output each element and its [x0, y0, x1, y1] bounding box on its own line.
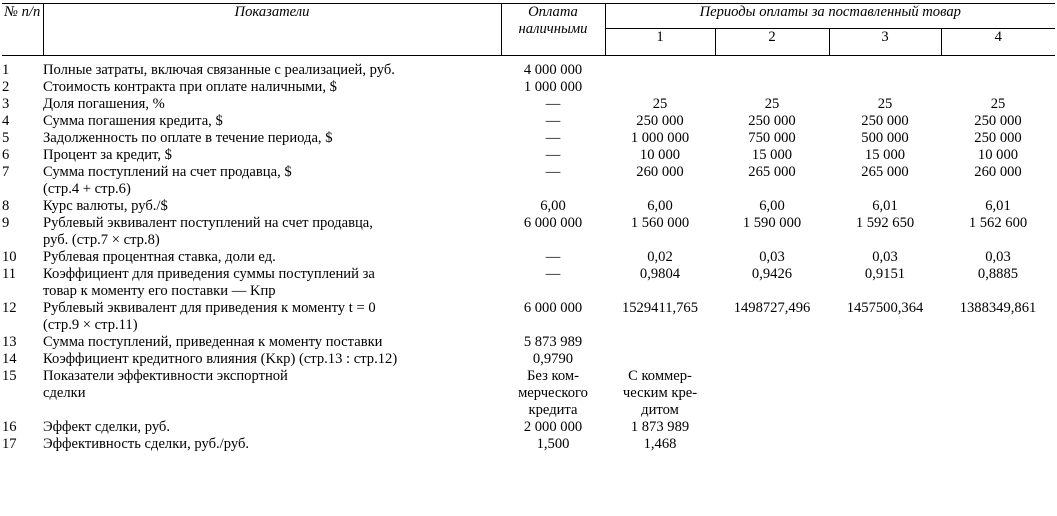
empty-cell — [715, 368, 829, 419]
row-period-1-value: 6,00 — [647, 198, 673, 214]
table-row — [2, 300, 1055, 334]
row-indicator — [43, 96, 501, 113]
table-body — [2, 56, 1055, 454]
row-cash-value: 4 000 000 — [523, 62, 583, 78]
row-indicator-line: руб. (стр.7 × стр.8) — [43, 232, 160, 248]
header-period-3: 3 — [829, 29, 941, 56]
row-number: 8 — [2, 198, 10, 214]
row-indicator-line: Задолженность по оплате в течение периода, $ — [43, 130, 333, 146]
row-indicator: Эффективность сделки, руб./руб. — [43, 436, 250, 452]
row-indicator-line: Стоимость контракта при оплате наличными, $ — [43, 79, 337, 95]
row-indicator-line: Доля погашения, % — [43, 96, 165, 112]
row-indicator-line: Рублевый эквивалент для приведения к моменту t = 0 — [43, 300, 376, 316]
header-indicator: Показатели — [43, 4, 501, 56]
table-row — [2, 198, 1055, 215]
header-cash: Оплата наличными — [501, 4, 605, 56]
row-cash-value: — — [545, 113, 561, 129]
row-number: 15 — [2, 368, 17, 384]
row-period-4-value — [941, 56, 1055, 80]
row-indicator — [43, 79, 501, 96]
row-period-3-value: 0,9151 — [864, 266, 906, 282]
row-period-4-value: 1388349,861 — [959, 300, 1037, 316]
row-without-credit-value: 2 000 000 — [523, 419, 583, 435]
row-indicator — [43, 147, 501, 164]
row-period-1-value: 1529411,765 — [621, 300, 699, 316]
row-period-3-value — [829, 79, 941, 96]
row-indicator-line: Сумма поступлений на счет продавца, $ — [43, 164, 292, 180]
row-indicator — [43, 130, 501, 147]
row-without-credit-value: 1,500 — [536, 436, 570, 452]
row-cash-value: — — [545, 96, 561, 112]
row-cash-value: 5 873 989 — [523, 334, 583, 350]
row-cash-value: — — [545, 130, 561, 146]
row-period-2-value: 1 590 000 — [742, 215, 802, 231]
header-period-1: 1 — [605, 29, 715, 56]
row-cash-value: — — [545, 249, 561, 265]
row-period-2-value: 25 — [764, 96, 780, 112]
row-cash-value: 0,9790 — [532, 351, 574, 367]
row-number: 12 — [2, 300, 17, 316]
row-period-1-value: 25 — [652, 96, 668, 112]
row-period-3-value: 265 000 — [861, 164, 909, 180]
empty-cell — [829, 436, 941, 453]
row-number: 11 — [2, 266, 17, 282]
row-period-4-value: 0,8885 — [977, 266, 1019, 282]
row-indicator-line: Курс валюты, руб./$ — [43, 198, 168, 214]
header-periods-title: Периоды оплаты за поставленный товар — [605, 4, 1055, 29]
empty-cell — [941, 436, 1055, 453]
row-period-4-value: 250 000 — [974, 113, 1022, 129]
efficiency-col-with-credit-line: ческим кре- — [622, 385, 698, 401]
efficiency-col-without-credit — [501, 368, 605, 419]
row-period-4-value — [941, 351, 1055, 368]
row-period-4-value: 6,01 — [985, 198, 1011, 214]
row-indicator — [43, 368, 501, 419]
row-number: 7 — [2, 164, 10, 180]
row-cash-value: — — [545, 266, 561, 282]
row-period-3-value: 500 000 — [861, 130, 909, 146]
row-period-1-value — [605, 334, 715, 351]
row-indicator-line: Коэффициент для приведения суммы поступлений за — [43, 266, 375, 282]
row-cash-value: — — [545, 164, 561, 180]
row-period-4-value: 250 000 — [974, 130, 1022, 146]
table-row — [2, 113, 1055, 130]
row-indicator — [43, 56, 501, 80]
table-row — [2, 79, 1055, 96]
table-row — [2, 368, 1055, 419]
row-cash-value: 6 000 000 — [523, 300, 583, 316]
row-period-2-value — [715, 79, 829, 96]
row-indicator — [43, 266, 501, 300]
row-indicator — [43, 113, 501, 130]
row-with-credit-value: 1,468 — [643, 436, 677, 452]
row-period-1-value: 1 000 000 — [630, 130, 690, 146]
row-number: 3 — [2, 96, 10, 112]
efficiency-col-with-credit — [605, 368, 715, 419]
row-indicator-line: Сумма погашения кредита, $ — [43, 113, 223, 129]
export-deal-table — [2, 3, 1055, 453]
row-indicator-line: Коэффициент кредитного влияния (Kкр) (стр.13 : стр.12) — [43, 351, 398, 367]
row-period-1-value: 10 000 — [639, 147, 681, 163]
row-period-1-value: 1 560 000 — [630, 215, 690, 231]
row-period-1-value: 0,02 — [647, 249, 673, 265]
row-period-2-value: 750 000 — [748, 130, 796, 146]
row-number: 6 — [2, 147, 10, 163]
row-number: 16 — [2, 419, 17, 435]
efficiency-col-without-credit-line: кредита — [528, 402, 578, 418]
row-indicator — [43, 351, 501, 368]
row-period-2-value: 15 000 — [751, 147, 793, 163]
row-number: 13 — [2, 334, 17, 350]
efficiency-col-without-credit-line: мерческого — [518, 385, 588, 401]
row-indicator: Эффект сделки, руб. — [43, 419, 171, 435]
table-row — [2, 164, 1055, 198]
row-period-3-value: 25 — [877, 96, 893, 112]
row-period-3-value — [829, 351, 941, 368]
row-number: 2 — [2, 79, 10, 95]
row-period-3-value — [829, 56, 941, 80]
table-row — [2, 147, 1055, 164]
row-with-credit-value: 1 873 989 — [630, 419, 690, 435]
table-row — [2, 215, 1055, 249]
row-period-2-value: 0,03 — [759, 249, 785, 265]
row-indicator-line: Процент за кредит, $ — [43, 147, 172, 163]
table-row — [2, 436, 1055, 453]
row-cash-value: 1 000 000 — [523, 79, 583, 95]
efficiency-col-without-credit-line: Без ком- — [527, 368, 579, 384]
row-period-4-value: 260 000 — [974, 164, 1022, 180]
row-period-3-value: 250 000 — [861, 113, 909, 129]
row-period-2-value: 0,9426 — [751, 266, 793, 282]
row-cash-value: 6,00 — [540, 198, 566, 214]
row-period-3-value: 6,01 — [872, 198, 898, 214]
efficiency-col-with-credit-line: дитом — [641, 402, 679, 418]
row-period-1-value: 260 000 — [636, 164, 684, 180]
row-indicator-line: (стр.4 + стр.6) — [43, 181, 131, 197]
table-row — [2, 266, 1055, 300]
row-period-3-value: 15 000 — [864, 147, 906, 163]
row-period-2-value — [715, 56, 829, 80]
row-period-2-value: 265 000 — [748, 164, 796, 180]
row-number: 4 — [2, 113, 10, 129]
table-row — [2, 249, 1055, 266]
row-period-3-value: 0,03 — [872, 249, 898, 265]
row-period-4-value — [941, 79, 1055, 96]
row-period-4-value: 25 — [990, 96, 1006, 112]
row-number: 1 — [2, 62, 10, 78]
row-indicator — [43, 215, 501, 249]
row-period-3-value: 1 592 650 — [855, 215, 915, 231]
table-row — [2, 56, 1055, 80]
table-row — [2, 419, 1055, 436]
empty-cell — [715, 419, 829, 436]
row-cash-value: 6 000 000 — [523, 215, 583, 231]
header-num: № п/п — [2, 4, 43, 56]
table-row — [2, 96, 1055, 113]
row-period-2-value: 1498727,496 — [733, 300, 811, 316]
table-row — [2, 334, 1055, 351]
empty-cell — [941, 368, 1055, 419]
row-period-1-value — [605, 79, 715, 96]
row-number: 17 — [2, 436, 17, 452]
row-indicator-line: Сумма поступлений, приведенная к моменту поставки — [43, 334, 383, 350]
row-period-1-value: 250 000 — [636, 113, 684, 129]
row-period-2-value: 250 000 — [748, 113, 796, 129]
row-indicator — [43, 334, 501, 351]
row-period-1-value — [605, 56, 715, 80]
row-period-2-value: 6,00 — [759, 198, 785, 214]
row-indicator — [43, 198, 501, 215]
row-indicator-line: Рублевая процентная ставка, доли ед. — [43, 249, 276, 265]
empty-cell — [829, 419, 941, 436]
row-indicator-line: Полные затраты, включая связанные с реализацией, руб. — [43, 62, 395, 78]
efficiency-col-with-credit-line: С коммер- — [628, 368, 692, 384]
row-period-3-value — [829, 334, 941, 351]
header-period-2: 2 — [715, 29, 829, 56]
row-period-1-value — [605, 351, 715, 368]
row-indicator-line: (стр.9 × стр.11) — [43, 317, 138, 333]
row-indicator-line: товар к моменту его поставки — Kпр — [43, 283, 276, 299]
empty-cell — [715, 436, 829, 453]
row-period-4-value: 0,03 — [985, 249, 1011, 265]
row-indicator-line: Рублевый эквивалент поступлений на счет продавца, — [43, 215, 373, 231]
row-indicator — [43, 300, 501, 334]
empty-cell — [941, 419, 1055, 436]
row-period-1-value: 0,9804 — [639, 266, 681, 282]
row-number: 14 — [2, 351, 17, 367]
empty-cell — [829, 368, 941, 419]
row-period-4-value — [941, 334, 1055, 351]
table-row — [2, 351, 1055, 368]
header-period-4: 4 — [941, 29, 1055, 56]
row-number: 9 — [2, 215, 10, 231]
row-number: 5 — [2, 130, 10, 146]
row-cash-value: — — [545, 147, 561, 163]
row-indicator-line: Показатели эффективности экспортной — [43, 368, 288, 384]
row-indicator — [43, 164, 501, 198]
row-period-2-value — [715, 351, 829, 368]
row-period-4-value: 10 000 — [977, 147, 1019, 163]
row-indicator-line: сделки — [43, 385, 86, 401]
row-period-2-value — [715, 334, 829, 351]
row-indicator — [43, 249, 501, 266]
table-row — [2, 130, 1055, 147]
row-period-4-value: 1 562 600 — [968, 215, 1028, 231]
row-period-3-value: 1457500,364 — [846, 300, 924, 316]
row-number: 10 — [2, 249, 17, 265]
